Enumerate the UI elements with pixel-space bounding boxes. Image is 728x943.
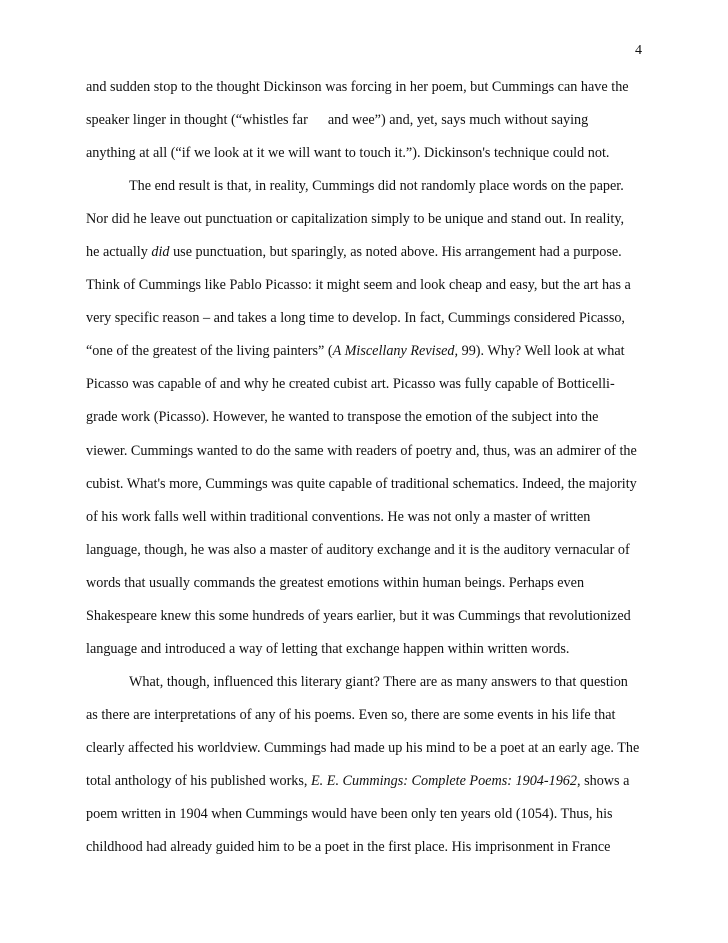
text-line: very specific reason – and takes a long time to develop. In fact, Cummings considered Picasso, — [86, 310, 625, 327]
text-line: language, though, he was also a master of auditory exchange and it is the auditory vernacular of — [86, 541, 630, 558]
text-line: of his work falls well within traditional conventions. He was not only a master of written — [86, 508, 591, 525]
text-line: Think of Cummings like Pablo Picasso: it might seem and look cheap and easy, but the art has a — [86, 277, 631, 294]
text-segment: use punctuation, but sparingly, as noted above. His arrangement had a purpose. — [169, 244, 622, 261]
text-segment: , shows a — [577, 772, 630, 789]
italic-citation-title: E. E. Cummings: Complete Poems: 1904-1962 — [311, 772, 577, 789]
page-number: 4 — [635, 43, 642, 58]
italic-emphasis: did — [151, 244, 170, 261]
text-line: Picasso was capable of and why he created cubist art. Picasso was fully capable of Botticelli- — [86, 376, 615, 393]
text-line: grade work (Picasso). However, he wanted to transpose the emotion of the subject into the — [86, 409, 599, 426]
paragraph-start-line: The end result is that, in reality, Cummings did not randomly place words on the paper. — [129, 178, 624, 195]
text-line — [86, 242, 646, 275]
text-segment: he actually — [86, 244, 152, 261]
text-line: cubist. What's more, Cummings was quite capable of traditional schematics. Indeed, the majority — [86, 475, 637, 492]
text-line — [86, 771, 646, 804]
text-segment: speaker linger in thought (“whistles far — [86, 112, 308, 129]
paragraph-start-line: What, though, influenced this literary giant? There are as many answers to that question — [129, 673, 628, 690]
text-line: viewer. Cummings wanted to do the same with readers of poetry and, thus, was an admirer of the — [86, 442, 637, 459]
text-segment: total anthology of his published works, — [86, 772, 312, 789]
text-line: and sudden stop to the thought Dickinson was forcing in her poem, but Cummings can have the — [86, 79, 629, 95]
body-text — [86, 77, 646, 870]
text-line: as there are interpretations of any of his poems. Even so, there are some events in his life that — [86, 706, 616, 723]
text-line: Shakespeare knew this some hundreds of years earlier, but it was Cummings that revolutionized — [86, 607, 631, 624]
text-line: poem written in 1904 when Cummings would have been only ten years old (1054). Thus, his — [86, 806, 613, 823]
text-segment: 99). Why? Well look at what — [458, 343, 625, 360]
text-line: words that usually commands the greatest emotions within human beings. Perhaps even — [86, 574, 585, 591]
text-segment: and wee”) and, yet, says much without saying — [327, 112, 589, 129]
text-line: language and introduced a way of letting that exchange happen within written words. — [86, 640, 570, 657]
text-line — [86, 110, 646, 143]
italic-citation-title: A Miscellany Revised, — [332, 343, 459, 360]
text-line: childhood had already guided him to be a poet in the first place. His imprisonment in France — [86, 839, 611, 856]
text-segment: “one of the greatest of the living painters” ( — [86, 343, 333, 360]
text-line: Nor did he leave out punctuation or capitalization simply to be unique and stand out. In reality, — [86, 211, 625, 228]
text-line: clearly affected his worldview. Cummings had made up his mind to be a poet at an early age. The — [86, 739, 640, 756]
text-line: anything at all (“if we look at it we will want to touch it.”). Dickinson's technique could not. — [86, 145, 610, 162]
text-line — [86, 341, 646, 374]
